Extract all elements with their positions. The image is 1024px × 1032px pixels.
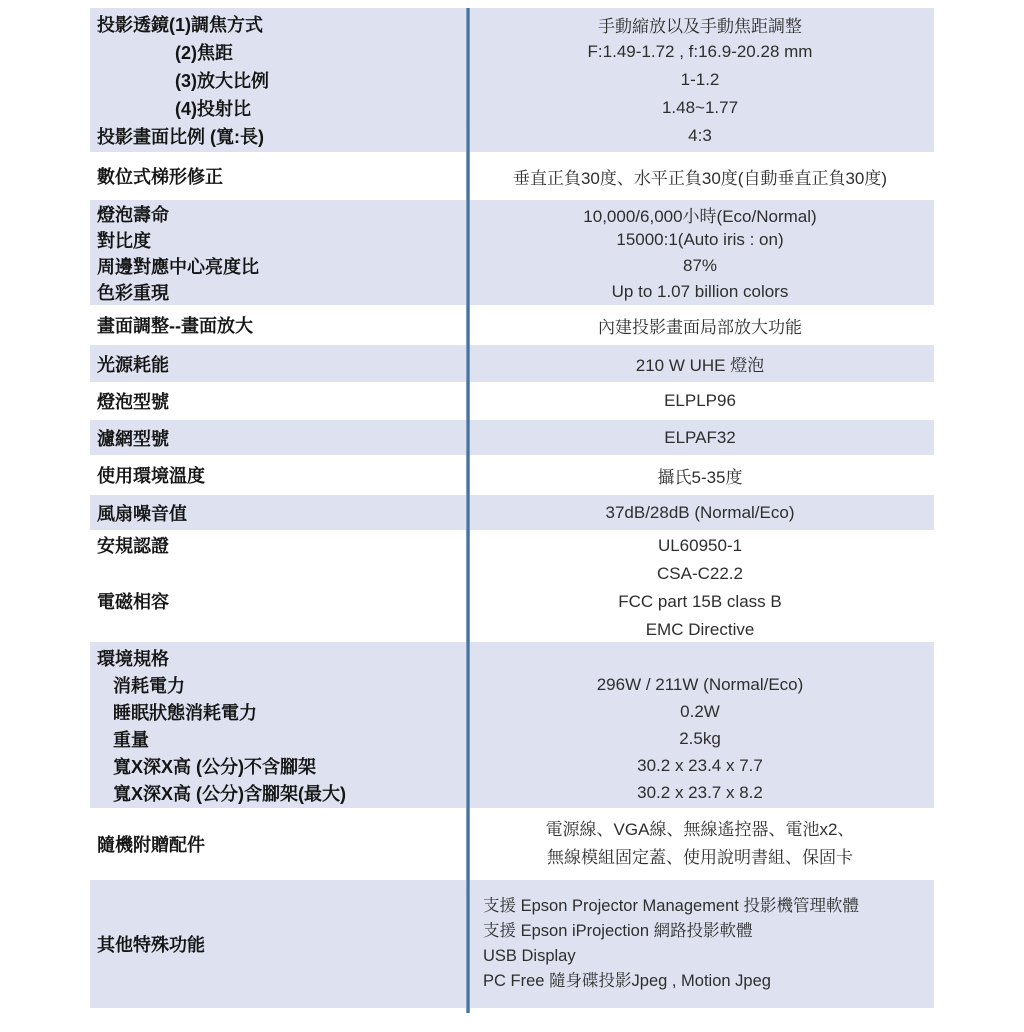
- spec-label: 畫面調整--畫面放大: [97, 316, 253, 336]
- spec-value: 15000:1(Auto iris : on): [616, 230, 784, 249]
- spec-value-line: UL60950-1: [657, 536, 743, 555]
- section-lamp-model: [90, 382, 934, 420]
- table-row: [90, 532, 934, 588]
- projector-spec-table: [90, 8, 934, 1008]
- table-row: [90, 779, 934, 806]
- spec-value: [466, 532, 934, 588]
- spec-value: 攝氏5-35度: [657, 467, 743, 487]
- spec-label: 周邊對應中心亮度比: [97, 257, 259, 277]
- spec-label: 燈泡壽命: [97, 205, 169, 225]
- table-row: [90, 66, 934, 94]
- spec-value-line: FCC part 15B class B: [618, 592, 782, 611]
- spec-value: [466, 894, 934, 994]
- table-row: [90, 279, 934, 305]
- section-keystone-correction: [90, 152, 934, 200]
- table-row: [90, 880, 934, 1008]
- spec-label: 數位式梯形修正: [97, 167, 223, 187]
- section-filter-model: [90, 420, 934, 455]
- table-row: [90, 94, 934, 122]
- table-row: [90, 227, 934, 253]
- spec-label: 投影透鏡(1)調焦方式: [97, 15, 263, 35]
- section-environment-specs: [90, 642, 934, 808]
- spec-value: F:1.49-1.72 , f:16.9-20.28 mm: [587, 42, 813, 61]
- table-row: [90, 122, 934, 150]
- table-row: [90, 752, 934, 779]
- table-row: [90, 305, 934, 345]
- spec-value: 30.2 x 23.4 x 7.7: [637, 755, 763, 775]
- spec-label: 色彩重現: [97, 283, 169, 303]
- spec-label: 隨機附贈配件: [97, 835, 205, 855]
- table-row: [90, 345, 934, 382]
- table-row: [90, 201, 934, 227]
- spec-label: 光源耗能: [97, 354, 169, 375]
- section-special-features: [90, 880, 934, 1008]
- spec-value: 10,000/6,000小時(Eco/Normal): [583, 206, 817, 226]
- spec-label: (2)焦距: [175, 43, 233, 63]
- spec-label: 睡眠狀態消耗電力: [113, 702, 257, 723]
- spec-value: ELPAF32: [664, 427, 736, 447]
- section-lamp-contrast: [90, 200, 934, 305]
- column-divider: [466, 8, 470, 1013]
- spec-label: 重量: [113, 729, 149, 750]
- spec-value: 2.5kg: [679, 728, 721, 748]
- spec-label: 對比度: [97, 231, 151, 251]
- spec-value: 30.2 x 23.7 x 8.2: [637, 782, 763, 802]
- table-row: [90, 152, 934, 200]
- spec-value: ELPLP96: [664, 391, 736, 410]
- spec-value-line: USB Display: [483, 947, 576, 965]
- spec-value: [466, 588, 934, 644]
- section-image-zoom: [90, 305, 934, 345]
- spec-value-line: 電源線、VGA線、無線遙控器、電池x2、: [545, 820, 855, 839]
- spec-value: 1-1.2: [680, 70, 720, 89]
- spec-value: 210 W UHE 燈泡: [635, 356, 765, 375]
- section-certifications: [90, 530, 934, 642]
- section-projection-lens: [90, 8, 934, 152]
- spec-value: 4:3: [688, 126, 712, 145]
- spec-label: 投影畫面比例 (寬:長): [97, 127, 264, 147]
- table-row: [90, 808, 934, 880]
- spec-label: 安規認證: [97, 536, 169, 556]
- table-row: [90, 725, 934, 752]
- spec-label: 環境規格: [97, 648, 169, 669]
- spec-value-line: 支援 Epson iProjection 網路投影軟體: [483, 922, 753, 940]
- table-row: [90, 382, 934, 420]
- table-row: [90, 38, 934, 66]
- spec-value: 垂直正負30度、水平正負30度(自動垂直正負30度): [512, 168, 888, 188]
- spec-label: 寬X深X高 (公分)含腳架(最大): [113, 783, 346, 804]
- section-operating-temperature: [90, 455, 934, 495]
- spec-value: 0.2W: [680, 701, 720, 721]
- spec-value: 1.48~1.77: [661, 98, 739, 117]
- spec-label: 電磁相容: [97, 592, 169, 612]
- spec-label: 燈泡型號: [97, 392, 169, 412]
- spec-value-line: PC Free 隨身碟投影Jpeg , Motion Jpeg: [483, 972, 771, 990]
- spec-label: (3)放大比例: [175, 71, 269, 91]
- table-row: [90, 10, 934, 38]
- spec-label: 消耗電力: [113, 675, 185, 696]
- spec-value: 內建投影畫面局部放大功能: [598, 317, 802, 337]
- spec-label: 其他特殊功能: [97, 935, 205, 955]
- spec-label: 寬X深X高 (公分)不含腳架: [113, 756, 317, 777]
- spec-value-line: 支援 Epson Projector Management 投影機管理軟體: [483, 897, 859, 915]
- spec-value-line: CSA-C22.2: [657, 564, 743, 583]
- spec-label: 濾網型號: [97, 428, 169, 449]
- table-row: [90, 644, 934, 671]
- spec-value: [466, 816, 934, 872]
- spec-value-line: EMC Directive: [645, 620, 755, 639]
- table-row: [90, 698, 934, 725]
- spec-value: 37dB/28dB (Normal/Eco): [605, 502, 795, 522]
- spec-label: 風扇噪音值: [97, 503, 187, 524]
- table-row: [90, 671, 934, 698]
- table-row: [90, 420, 934, 455]
- table-row: [90, 253, 934, 279]
- spec-value: 手動縮放以及手動焦距調整: [598, 16, 802, 36]
- table-row: [90, 588, 934, 644]
- spec-label: 使用環境溫度: [97, 466, 205, 486]
- spec-value: Up to 1.07 billion colors: [611, 282, 789, 301]
- table-row: [90, 455, 934, 495]
- spec-label: (4)投射比: [175, 99, 251, 119]
- spec-value: 87%: [682, 256, 718, 275]
- section-accessories: [90, 808, 934, 880]
- spec-value: 296W / 211W (Normal/Eco): [596, 674, 804, 694]
- section-fan-noise: [90, 495, 934, 530]
- table-row: [90, 495, 934, 530]
- section-light-source: [90, 345, 934, 382]
- spec-value-line: 無線模組固定蓋、使用說明書組、保固卡: [547, 848, 853, 867]
